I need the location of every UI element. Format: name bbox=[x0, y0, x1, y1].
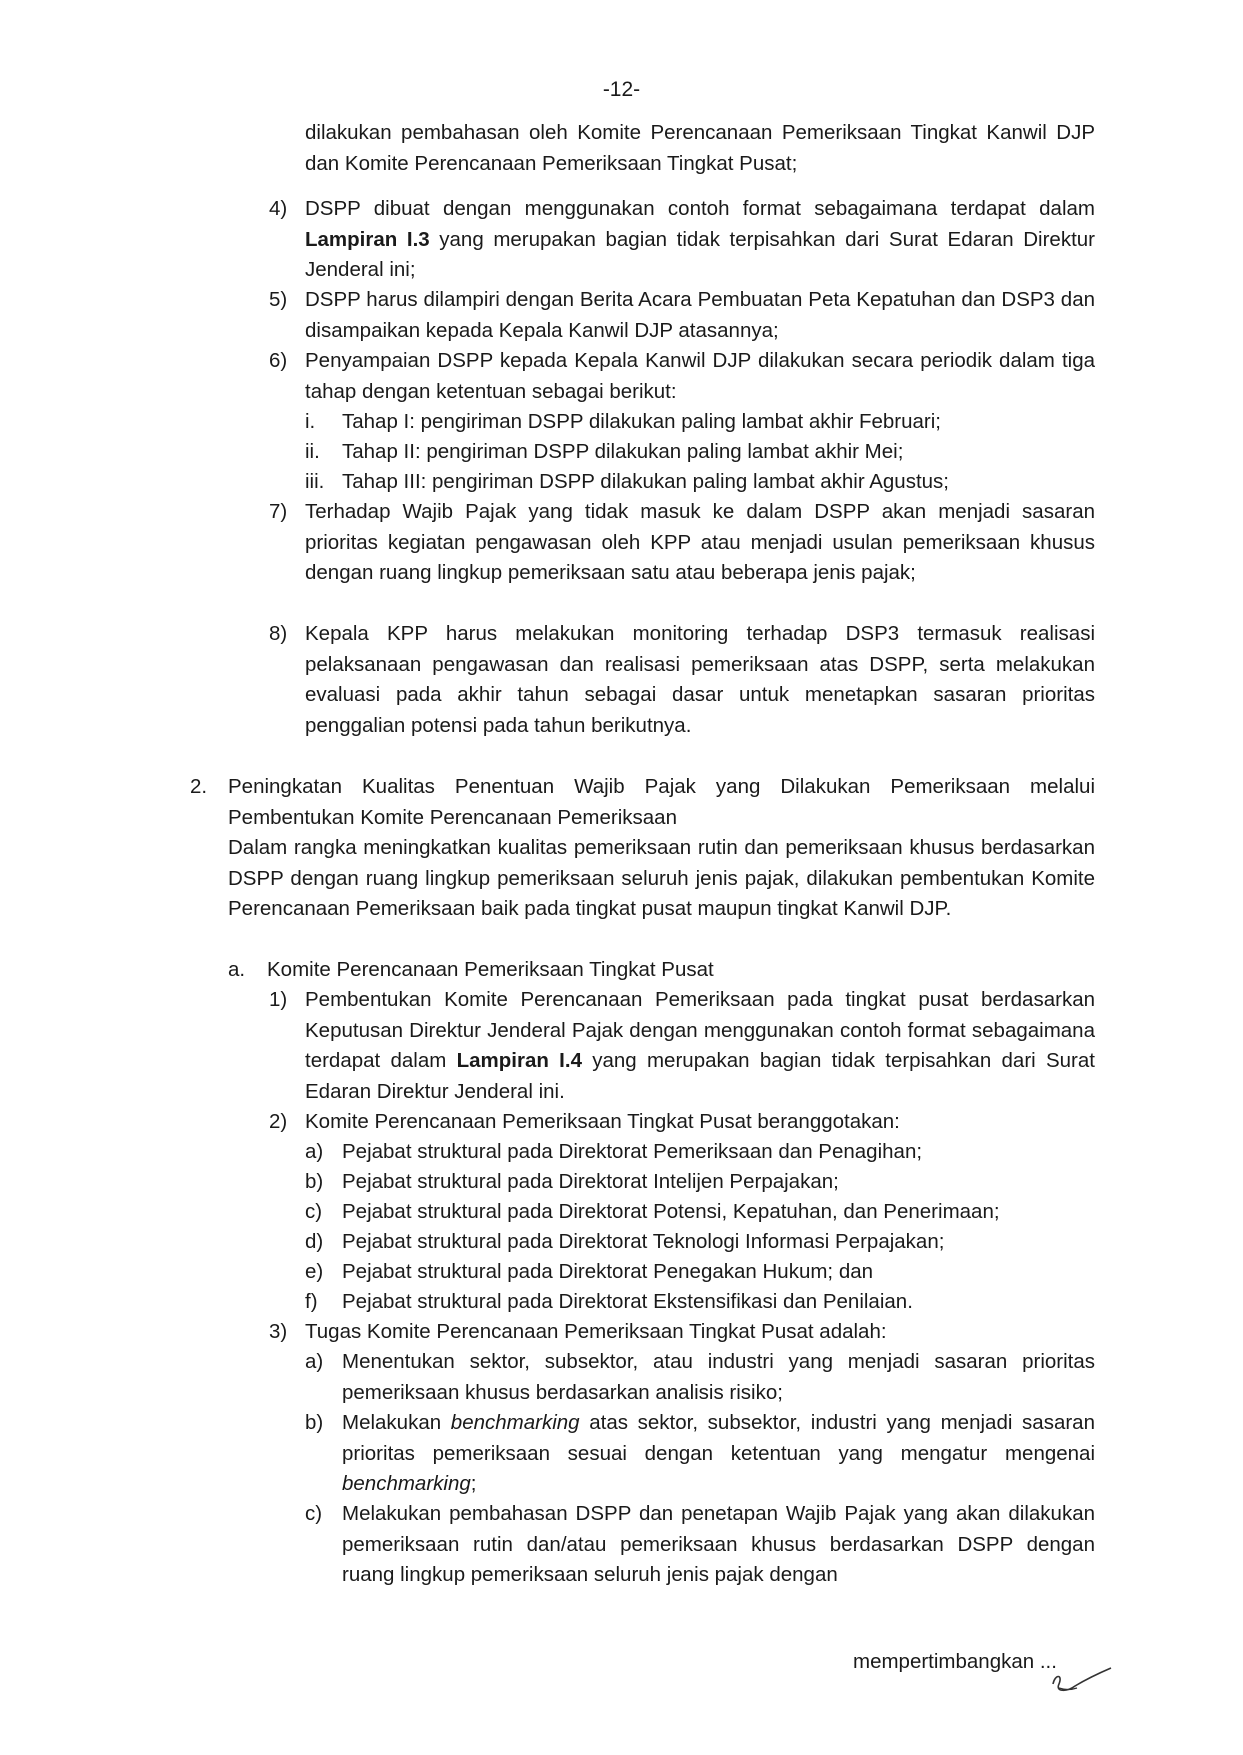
sub-item-i bbox=[305, 407, 1095, 438]
sub-item-iii bbox=[305, 467, 1095, 498]
list-item-text: Pembentukan Komite Perencanaan Pemeriksaan pada tingkat pusat berdasarkan Keputusan Direktur Jenderal Pajak dengan menggunakan contoh format sebagaimana terdapat dalam Lampiran I.4 yang merupakan bagian tidak terpisahkan dari Surat Edaran Direktur Jenderal ini. bbox=[305, 988, 1095, 1103]
sub-letter: a) bbox=[305, 1350, 324, 1373]
subsection-letter: a. bbox=[228, 958, 246, 981]
list-item-6 bbox=[269, 346, 1095, 407]
member-item-a bbox=[305, 1137, 1095, 1168]
sub-item-text: Pejabat struktural pada Direktorat Potensi, Kepatuhan, dan Penerimaan; bbox=[342, 1200, 1000, 1223]
list-number: 6) bbox=[269, 349, 288, 372]
sub-item-text: Pejabat struktural pada Direktorat Penegakan Hukum; dan bbox=[342, 1260, 874, 1283]
sub-letter: c) bbox=[305, 1502, 323, 1525]
sub-letter: d) bbox=[305, 1230, 324, 1253]
emphasis-term: benchmarking bbox=[342, 1472, 471, 1495]
sub-item-text: Pejabat struktural pada Direktorat Teknologi Informasi Perpajakan; bbox=[342, 1230, 945, 1253]
list-number: 1) bbox=[269, 988, 288, 1011]
list-item-text: DSPP harus dilampiri dengan Berita Acara Pembuatan Peta Kepatuhan dan DSP3 dan disampaikan kepada Kepala Kanwil DJP atasannya; bbox=[305, 288, 1095, 342]
member-item-e bbox=[305, 1257, 1095, 1288]
subsection-a-item-3 bbox=[269, 1317, 1095, 1348]
list-item-text: DSPP dibuat dengan menggunakan contoh format sebagaimana terdapat dalam Lampiran I.3 yang merupakan bagian tidak terpisahkan dari Surat Edaran Direktur Jenderal ini; bbox=[305, 197, 1095, 281]
paragraph-text: dilakukan pembahasan oleh Komite Perencanaan Pemeriksaan Tingkat Kanwil DJP dan Komite Perencanaan Pemeriksaan Tingkat Pusat; bbox=[305, 121, 1095, 175]
list-number: 4) bbox=[269, 197, 288, 220]
list-number: 2) bbox=[269, 1110, 288, 1133]
task-item-c bbox=[305, 1499, 1095, 1591]
emphasis-term: benchmarking bbox=[450, 1411, 580, 1434]
footer-catchword: mempertimbangkan ... bbox=[853, 1650, 1057, 1673]
list-number: 5) bbox=[269, 288, 288, 311]
attachment-reference: Lampiran I.4 bbox=[456, 1049, 582, 1072]
sub-item-text: Menentukan sektor, subsektor, atau industri yang menjadi sasaran prioritas pemeriksaan khusus berdasarkan analisis risiko; bbox=[342, 1350, 1095, 1404]
section-number: 2. bbox=[190, 775, 208, 798]
sub-number: i. bbox=[305, 410, 316, 433]
section-title: Peningkatan Kualitas Penentuan Wajib Pajak yang Dilakukan Pemeriksaan melalui Pembentukan Komite Perencanaan Pemeriksaan bbox=[228, 775, 1095, 829]
subsection-a bbox=[228, 955, 1095, 986]
list-item-text: Kepala KPP harus melakukan monitoring terhadap DSP3 termasuk realisasi pelaksanaan pengawasan dan realisasi pemeriksaan atas DSPP, serta melakukan evaluasi pada akhir tahun sebagai dasar untuk menetapkan sasaran prioritas penggalian potensi pada tahun berikutnya. bbox=[305, 622, 1095, 737]
sub-letter: b) bbox=[305, 1411, 324, 1434]
sub-letter: f) bbox=[305, 1290, 318, 1313]
sub-item-text: Melakukan benchmarking atas sektor, subsektor, industri yang menjadi sasaran prioritas pemeriksaan sesuai dengan ketentuan yang mengatur mengenai benchmarking; bbox=[342, 1411, 1095, 1495]
sub-number: ii. bbox=[305, 440, 320, 463]
subsection-title: Komite Perencanaan Pemeriksaan Tingkat Pusat bbox=[267, 958, 714, 981]
sub-number: iii. bbox=[305, 470, 325, 493]
subsection-a-item-1 bbox=[269, 985, 1095, 1107]
sub-item-text: Pejabat struktural pada Direktorat Pemeriksaan dan Penagihan; bbox=[342, 1140, 923, 1163]
sub-item-text: Melakukan pembahasan DSPP dan penetapan Wajib Pajak yang akan dilakukan pemeriksaan rutin dan/atau pemeriksaan khusus berdasarkan DSPP dengan ruang lingkup pemeriksaan seluruh jenis pajak dengan bbox=[342, 1502, 1095, 1586]
list-number: 8) bbox=[269, 622, 288, 645]
list-item-text: Tugas Komite Perencanaan Pemeriksaan Tingkat Pusat adalah: bbox=[305, 1320, 887, 1343]
list-item-7 bbox=[269, 497, 1095, 589]
paraf-initial-mark bbox=[1045, 1662, 1115, 1702]
sub-item-ii bbox=[305, 437, 1095, 468]
sub-letter: a) bbox=[305, 1140, 324, 1163]
task-item-b bbox=[305, 1408, 1095, 1500]
list-number: 3) bbox=[269, 1320, 288, 1343]
list-item-4 bbox=[269, 194, 1095, 286]
paragraph-continuation bbox=[305, 118, 1095, 179]
list-item-8 bbox=[269, 619, 1095, 741]
sub-item-text: Tahap II: pengiriman DSPP dilakukan paling lambat akhir Mei; bbox=[342, 440, 904, 463]
list-item-text: Penyampaian DSPP kepada Kepala Kanwil DJP dilakukan secara periodik dalam tiga tahap dengan ketentuan sebagai berikut: bbox=[305, 349, 1095, 403]
list-number: 7) bbox=[269, 500, 288, 523]
member-item-b bbox=[305, 1167, 1095, 1198]
list-item-text: Terhadap Wajib Pajak yang tidak masuk ke dalam DSPP akan menjadi sasaran prioritas kegiatan pengawasan oleh KPP atau menjadi usulan pemeriksaan khusus dengan ruang lingkup pemeriksaan satu atau beberapa jenis pajak; bbox=[305, 500, 1095, 584]
sub-item-text: Pejabat struktural pada Direktorat Intelijen Perpajakan; bbox=[342, 1170, 839, 1193]
sub-item-text: Tahap I: pengiriman DSPP dilakukan paling lambat akhir Februari; bbox=[342, 410, 942, 433]
sub-letter: c) bbox=[305, 1200, 323, 1223]
sub-letter: e) bbox=[305, 1260, 324, 1283]
task-item-a bbox=[305, 1347, 1095, 1408]
member-item-c bbox=[305, 1197, 1095, 1228]
member-item-d bbox=[305, 1227, 1095, 1258]
list-item-5 bbox=[269, 285, 1095, 346]
page-number: -12- bbox=[602, 78, 641, 101]
sub-item-text: Pejabat struktural pada Direktorat Ekstensifikasi dan Penilaian. bbox=[342, 1290, 913, 1313]
attachment-reference: Lampiran I.3 bbox=[305, 227, 430, 251]
member-item-f bbox=[305, 1287, 1095, 1318]
section-body: Dalam rangka meningkatkan kualitas pemeriksaan rutin dan pemeriksaan khusus berdasarkan DSPP dengan ruang lingkup pemeriksaan seluruh jenis pajak, dilakukan pembentukan Komite Perencanaan Pemeriksaan baik pada tingkat pusat maupun tingkat Kanwil DJP. bbox=[228, 836, 1095, 920]
subsection-a-item-2 bbox=[269, 1107, 1095, 1138]
section-2 bbox=[190, 772, 1095, 925]
sub-letter: b) bbox=[305, 1170, 324, 1193]
list-item-text: Komite Perencanaan Pemeriksaan Tingkat Pusat beranggotakan: bbox=[305, 1110, 900, 1133]
sub-item-text: Tahap III: pengiriman DSPP dilakukan paling lambat akhir Agustus; bbox=[342, 470, 950, 493]
